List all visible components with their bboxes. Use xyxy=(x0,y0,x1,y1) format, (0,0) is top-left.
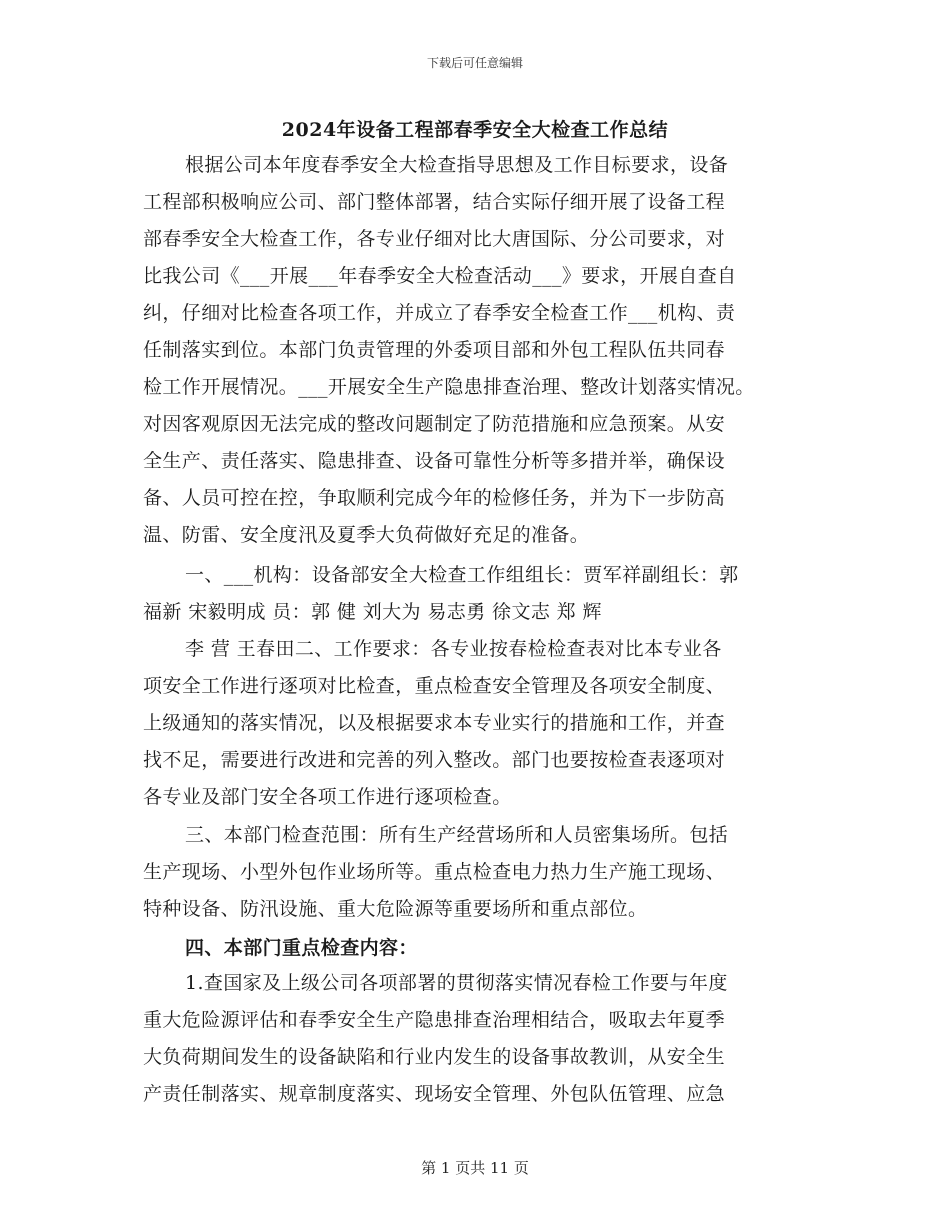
paragraph-line: 重大危险源评估和春季安全生产隐患排查治理相结合，吸取去年夏季 xyxy=(143,1009,726,1031)
paragraph-line: 李 营 王春田二、工作要求：各专业按春检检查表对比本专业各 xyxy=(185,638,722,660)
paragraph-line: 1.查国家及上级公司各项部署的贯彻落实情况春检工作要与年度 xyxy=(185,972,728,994)
paragraph-line: 产责任制落实、规章制度落实、现场安全管理、外包队伍管理、应急 xyxy=(143,1083,726,1105)
page-footer: 第 1 页共 11 页 xyxy=(421,1159,529,1177)
document-title: 2024年设备工程部春季安全大检查工作总结 xyxy=(281,119,669,141)
section-heading: 四、本部门重点检查内容： xyxy=(185,937,418,959)
paragraph-line: 工程部积极响应公司、部门整体部署，结合实际仔细开展了设备工程 xyxy=(143,191,726,213)
paragraph-line: 比我公司《___开展___年春季安全大检查活动___》要求，开展自查自 xyxy=(143,265,737,287)
paragraph-line: 上级通知的落实情况，以及根据要求本专业实行的措施和工作，并查 xyxy=(143,712,726,734)
paragraph-line: 项安全工作进行逐项对比检查，重点检查安全管理及各项安全制度、 xyxy=(143,675,726,697)
paragraph-line: 任制落实到位。本部门负责管理的外委项目部和外包工程队伍共同春 xyxy=(143,339,726,361)
section-line: 一、___机构：设备部安全大检查工作组组长：贾军祥副组长：郭 xyxy=(185,564,739,586)
paragraph-line: 找不足，需要进行改进和完善的列入整改。部门也要按检查表逐项对 xyxy=(143,749,726,771)
paragraph-line: 生产现场、小型外包作业场所等。重点检查电力热力生产施工现场、 xyxy=(143,861,726,883)
paragraph-line: 大负荷期间发生的设备缺陷和行业内发生的设备事故教训，从安全生 xyxy=(143,1046,726,1068)
paragraph-line: 备、人员可控在控，争取顺利完成今年的检修任务，并为下一步防高 xyxy=(143,487,726,509)
paragraph-line: 各专业及部门安全各项工作进行逐项检查。 xyxy=(143,786,512,808)
paragraph-line: 检工作开展情况。___开展安全生产隐患排查治理、整改计划落实情况。 xyxy=(143,376,755,398)
paragraph-line: 特种设备、防汛设施、重大危险源等重要场所和重点部位。 xyxy=(143,898,648,920)
paragraph-line: 温、防雷、安全度汛及夏季大负荷做好充足的准备。 xyxy=(143,524,590,546)
paragraph-line: 纠，仔细对比检查各项工作，并成立了春季安全检查工作___机构、责 xyxy=(143,302,736,324)
paragraph-line: 根据公司本年度春季安全大检查指导思想及工作目标要求，设备 xyxy=(185,154,729,176)
paragraph-line: 对因客观原因无法完成的整改问题制定了防范措施和应急预案。从安 xyxy=(143,413,726,435)
header-note: 下载后可任意编辑 xyxy=(426,56,523,70)
paragraph-line: 部春季安全大检查工作，各专业仔细对比大唐国际、分公司要求，对 xyxy=(143,228,726,250)
section-line: 三、本部门检查范围：所有生产经营场所和人员密集场所。包括 xyxy=(185,824,729,846)
paragraph-line: 全生产、责任落实、隐患排查、设备可靠性分析等多措并举，确保设 xyxy=(143,450,726,472)
paragraph-line: 福新 宋毅明成 员：郭 健 刘大为 易志勇 徐文志 郑 辉 xyxy=(143,601,602,623)
